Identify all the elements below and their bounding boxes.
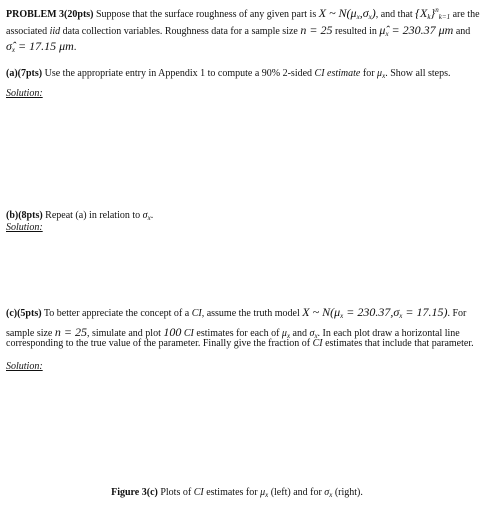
part-b-solution-label: Solution: <box>6 222 43 233</box>
sample-set-expression: $\{X_k\}^n_{k=1}$ <box>415 6 451 21</box>
problem-line-2: associated iid data collection variables. Roughness data for a sample size n = 25 resulted in $\mû_x = 230.37$ μm and <box>6 23 471 38</box>
problem-intro-text: Suppose that the surface roughness of any given part is <box>93 9 319 20</box>
std-estimate-expression: $\sigmâ_x = 17.15$ μm <box>6 39 74 54</box>
part-b-question: (b)(8pts) Repeat (a) in relation to $\sigma_x$. <box>6 210 154 222</box>
figure-label: Figure 3(c) <box>111 487 158 498</box>
part-b-label: (b)(8pts) <box>6 210 43 221</box>
problem-heading: PROBLEM 3(20pts) <box>6 9 94 20</box>
part-c-solution-label: Solution: <box>6 361 43 372</box>
sample-size-expression-c: n = 25 <box>54 325 87 339</box>
mu-symbol: $\mu_x$ <box>377 68 386 80</box>
part-c-line-3: corresponding to the true value of the parameter. Finally give the fraction of CI estimates that include that parameter. <box>6 338 474 349</box>
part-a-solution-label: Solution: <box>6 88 43 99</box>
truth-model-expression: X ~ $N(\mu_x = 230.37,\sigma_x = 17.15)$ <box>302 305 448 320</box>
mean-estimate-expression: $\mû_x = 230.37$ μm <box>379 23 454 38</box>
simulation-count: 100 <box>163 325 182 339</box>
part-a-label: (a)(7pts) <box>6 68 43 79</box>
problem-line-3: $\sigmâ_x = 17.15$ μm. <box>6 39 77 54</box>
problem-line-1: PROBLEM 3(20pts) Suppose that the surface roughness of any given part is X ~ $N(\mu_x,\sigma_x)$, and that $\{X_k\}^n_{k=1}$ are the <box>6 6 480 21</box>
sigma-symbol: $\sigma_x$ <box>142 210 151 222</box>
iid-term: iid <box>49 26 61 37</box>
figure-caption: Figure 3(c) Plots of CI estimates for $\mu_x$ (left) and for $\sigma_x$ (right). <box>111 487 363 499</box>
part-c-line-1: (c)(5pts) To better appreciate the concept of a CI, assume the truth model X ~ $N(\mu_x = 230.37,\sigma_x = 17.15)$. For <box>6 305 467 320</box>
part-c-line-2: sample size n = 25, simulate and plot 100 CI estimates for each of $\mu_x$ and $\sigma_x$. In each plot draw a horizontal line <box>6 325 460 340</box>
sample-size-expression: n = 25 <box>300 23 333 37</box>
part-c-label: (c)(5pts) <box>6 308 42 319</box>
part-a-question: (a)(7pts) Use the appropriate entry in Appendix 1 to compute a 90% 2-sided CI estimate for $\mu_x$. Show all steps. <box>6 68 451 80</box>
ci-estimate-term: CI estimate <box>314 68 361 79</box>
distribution-expression: X ~ $N(\mu_x,\sigma_x)$ <box>318 6 376 21</box>
